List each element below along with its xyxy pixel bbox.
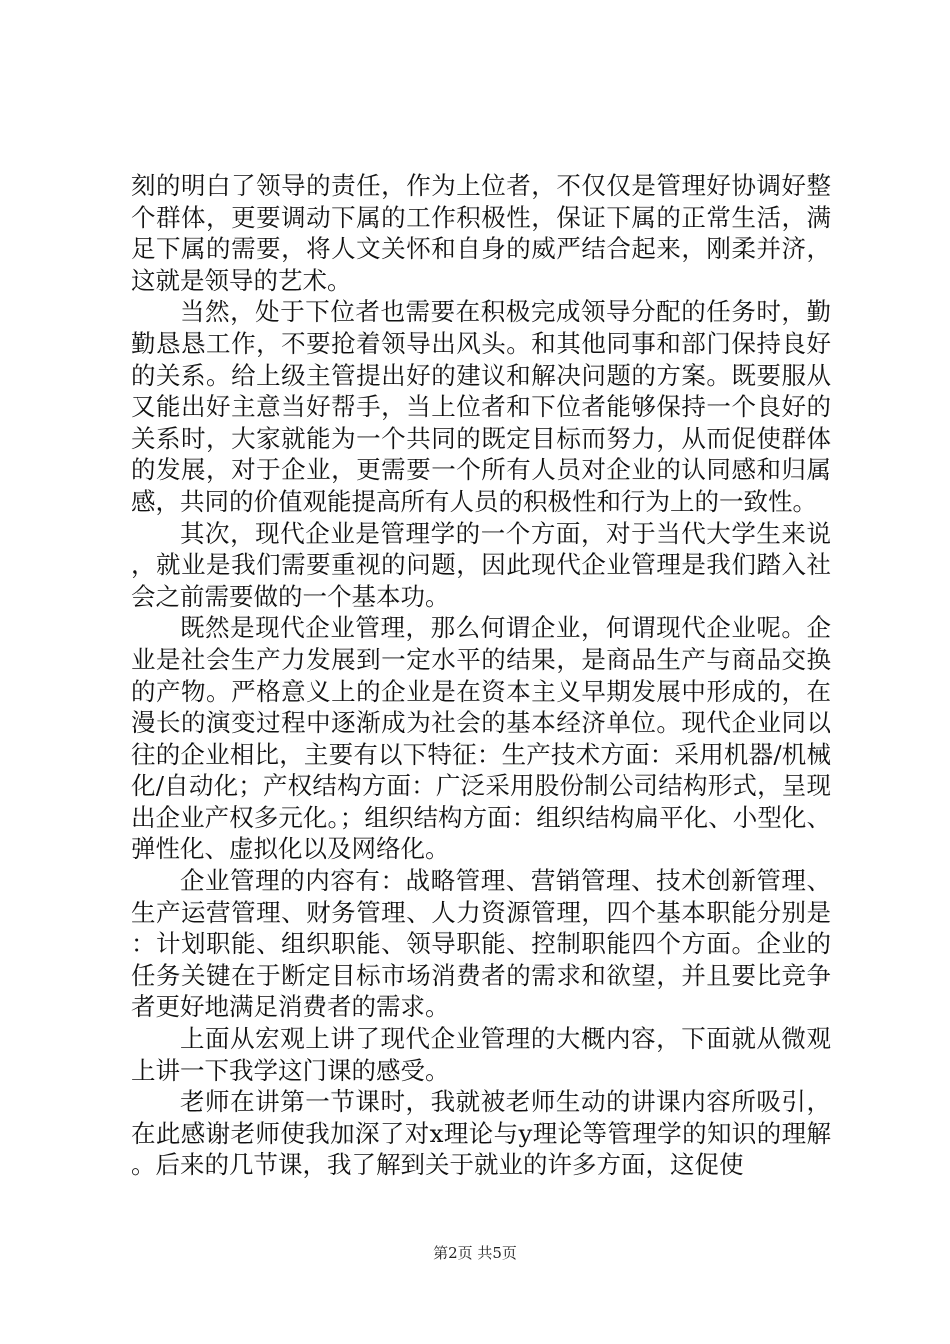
paragraph-7: 老师在讲第一节课时，我就被老师生动的讲课内容所吸引，在此感谢老师使我加深了对x理论与y理论等管理学的知识的理解。后来的几节课，我了解到关于就业的许多方面，这促使: [131, 1087, 831, 1180]
paragraph-6: 上面从宏观上讲了现代企业管理的大概内容，下面就从微观上讲一下我学这门课的感受。: [131, 1024, 831, 1085]
paragraph-5: 企业管理的内容有：战略管理、营销管理、技术创新管理、生产运营管理、财务管理、人力资源管理，四个基本职能分别是：计划职能、组织职能、领导职能、控制职能四个方面。企业的任务关键在于断定目标市场消费者的需求和欲望，并且要比竞争者更好地满足消费者的需求。: [131, 866, 831, 1022]
document-body: [131, 170, 831, 1181]
paragraph-2: 当然，处于下位者也需要在积极完成领导分配的任务时，勤勤恳恳工作，不要抢着领导出风头。和其他同事和部门保持良好的关系。给上级主管提出好的建议和解决问题的方案。既要服从又能出好主意当好帮手，当上位者和下位者能够保持一个良好的关系时，大家就能为一个共同的既定目标而努力，从而促使群体的发展，对于企业，更需要一个所有人员对企业的认同感和归属感，共同的价值观能提高所有人员的积极性和行为上的一致性。: [131, 297, 831, 516]
page-number-label: 第2页 共5页: [433, 1244, 517, 1262]
paragraph-1: 刻的明白了领导的责任，作为上位者，不仅仅是管理好协调好整个群体，更要调动下属的工作积极性，保证下属的正常生活，满足下属的需要，将人文关怀和自身的威严结合起来，刚柔并济，这就是领导的艺术。: [131, 171, 831, 295]
paragraph-3: 其次，现代企业是管理学的一个方面，对于当代大学生来说，就业是我们需要重视的问题，因此现代企业管理是我们踏入社会之前需要做的一个基本功。: [131, 518, 831, 611]
page-footer: [0, 1243, 950, 1263]
paragraph-4: 既然是现代企业管理，那么何谓企业，何谓现代企业呢。企业是社会生产力发展到一定水平的结果，是商品生产与商品交换的产物。严格意义上的企业是在资本主义早期发展中形成的，在漫长的演变过程中逐渐成为社会的基本经济单位。现代企业同以往的企业相比，主要有以下特征：生产技术方面：采用机器/机械化/自动化；产权结构方面：广泛采用股份制公司结构形式，呈现出企业产权多元化。；组织结构方面：组织结构扁平化、小型化、弹性化、虚拟化以及网络化。: [131, 613, 831, 864]
